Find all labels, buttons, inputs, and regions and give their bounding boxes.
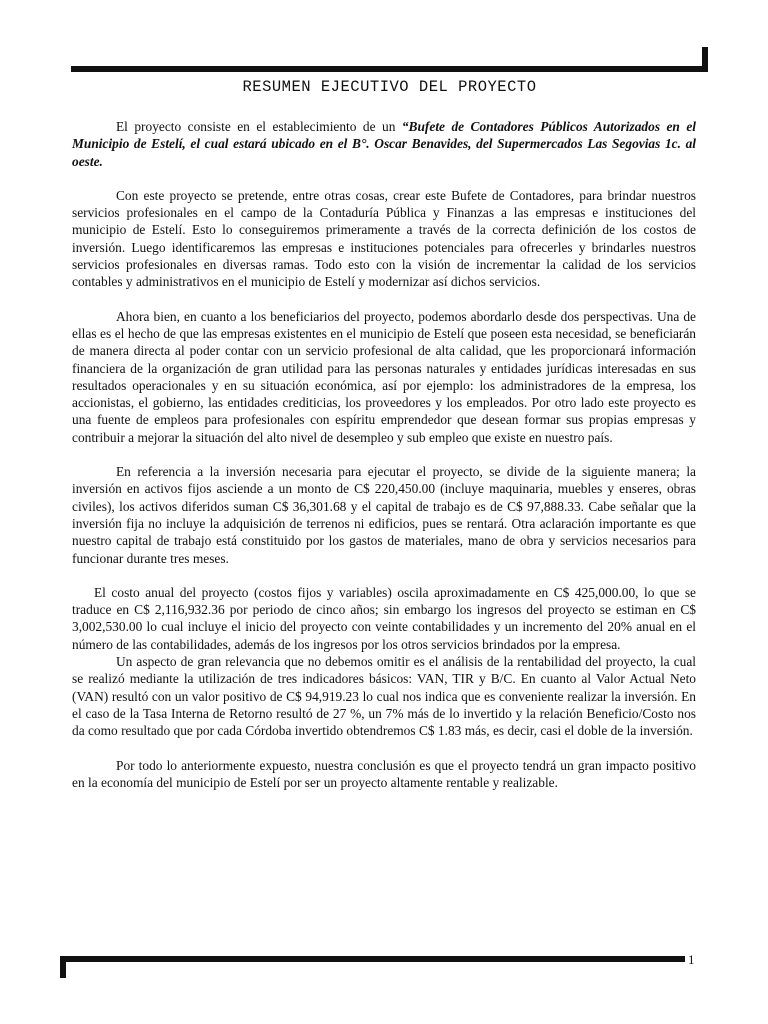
top-rule (71, 66, 708, 72)
intro-lead: El proyecto consiste en el establecimiento de un (116, 119, 402, 134)
paragraph-conclusion: Por todo lo anteriormente expuesto, nuestra conclusión es que el proyecto tendrá un gran impacto positivo en la economía del municipio de Estelí por ser un proyecto altamente rentable y realizable. (72, 757, 696, 790)
top-rule-corner (702, 47, 708, 72)
project-name-emphasis: “Bufete de Contadores Públicos Autorizados en el Municipio de Estelí, el cual estará ubicado en el B°. Oscar Benavides, del Supermercados Las Segovias 1c. al oeste. (72, 119, 696, 169)
paragraph-profitability: Un aspecto de gran relevancia que no debemos omitir es el análisis de la rentabilidad del proyecto, la cual se realizó mediante la utilización de tres indicadores básicos: VAN, TIR y B/C. En cuanto al Valor Actual Neto (VAN) resultó con un valor positivo de C$ 94,919.23 lo cual nos indica que es conveniente realizar la inversión. En el caso de la Tasa Interna de Retorno resultó de 27 %, un 7% más de lo invertido y la relación Beneficio/Costo nos da como resultado que por cada Córdoba invertido obtendremos C$ 1.83 más, es decir, casi el doble de la inversión. (72, 654, 696, 739)
bottom-rule-corner (60, 956, 66, 978)
paragraph-intro (72, 118, 696, 170)
paragraph-costs: El costo anual del proyecto (costos fijos y variables) oscila aproximadamente en C$ 425,000.00, lo que se traduce en C$ 2,116,932.36 por periodo de cinco años; sin embargo los ingresos del proyecto se estiman en C$ 3,002,530.00 lo cual incluye el inicio del proyecto con veinte contabilidades y un incremento del 20% anual en el número de las contabilidades, además de los ingresos por los otros servicios brindados por la empresa. (72, 584, 696, 652)
document-body (72, 118, 696, 791)
paragraph-objectives: Con este proyecto se pretende, entre otras cosas, crear este Bufete de Contadores, para brindar nuestros servicios profesionales en el campo de la Contaduría Pública y Finanzas a las empresas e instituciones del municipio de Estelí. Esto lo conseguiremos primeramente a través de la correcta definición de los costos de inversión. Luego identificaremos las empresas e instituciones potenciales para ofrecerles y brindarles nuestros servicios profesionales en diversas ramas. Todo esto con la visión de incrementar la calidad de los servicios contables y administrativos en el municipio de Estelí y modernizar así dichos servicios. (72, 187, 696, 290)
paragraph-investment: En referencia a la inversión necesaria para ejecutar el proyecto, se divide de la siguiente manera; la inversión en activos fijos asciende a un monto de C$ 220,450.00 (incluye maquinaria, muebles y enseres, obras civiles), los activos diferidos suman C$ 36,301.68 y el capital de trabajo es de C$ 97,888.33. Cabe señalar que la inversión fija no incluye la adquisición de terrenos ni edificios, pues se rentará. Otra aclaración importante es que nuestro capital de trabajo está constituido por los gastos de materiales, mano de obra y servicios necesarios para funcionar durante tres meses. (72, 464, 696, 566)
page-number: 1 (688, 952, 695, 967)
bottom-rule (60, 956, 685, 962)
paragraph-beneficiaries: Ahora bien, en cuanto a los beneficiarios del proyecto, podemos abordarlo desde dos perspectivas. Una de ellas es el hecho de que las empresas existentes en el municipio de Estelí que poseen esta necesidad, se beneficiarán de manera directa al poder contar con un servicio profesional de alta calidad, que les proporcionará información financiera de la organización de gran utilidad para las personas naturales y entidades jurídicas interesadas en sus resultados operacionales y en su situación económica, así por ejemplo: los administradores de la empresa, los accionistas, el gobierno, las entidades crediticias, los proveedores y los empleados. Por otro lado este proyecto es una fuente de empleos para profesionales con espíritu emprendedor que desean formar sus propias empresas y contribuir a mejorar la situación del alto nivel de desempleo y sub empleo que existe en nuestro país. (72, 308, 696, 445)
page-title: RESUMEN EJECUTIVO DEL PROYECTO (242, 78, 537, 96)
